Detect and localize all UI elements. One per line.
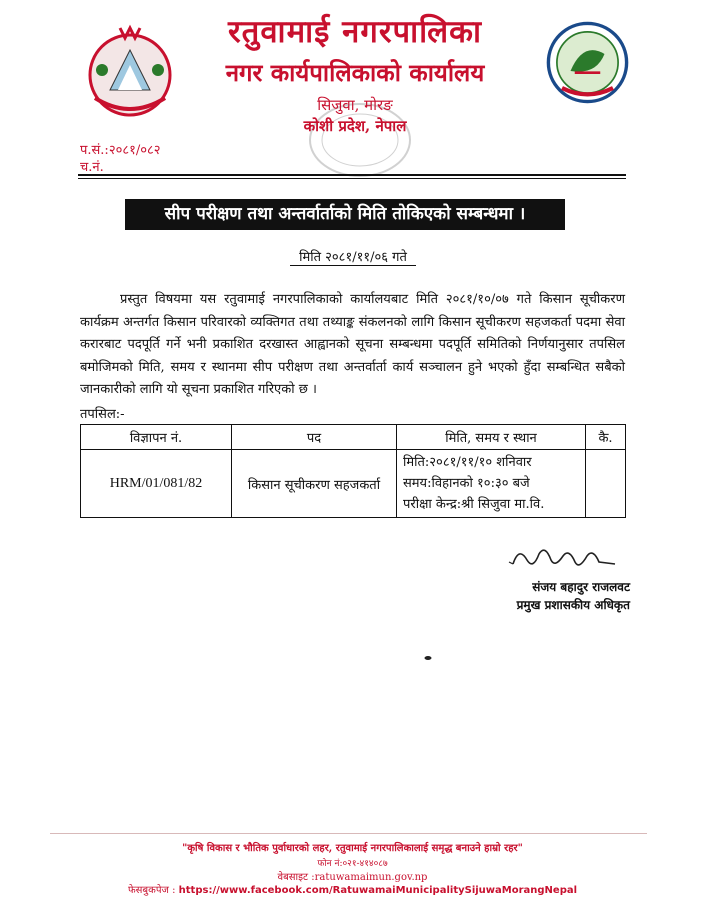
schedule-cell: [397, 450, 586, 518]
remarks-cell: [586, 450, 626, 518]
column-header-ad-no: विज्ञापन नं.: [81, 425, 232, 450]
municipality-name: रतुवामाई नगरपालिका: [227, 14, 483, 50]
signatory-name: संजय बहादुर राजलवट: [532, 580, 630, 594]
header-divider: [78, 174, 626, 176]
footer-slogan: "कृषि विकास र भौतिक पुर्वाधारको लहर, रतुवामाई नगरपालिकालाई समृद्ध बनाउने हाम्रो रहर": [182, 843, 523, 854]
website-link[interactable]: :ratuwamaimun.gov.np: [311, 872, 428, 883]
notice-date: मिति २०८१/११/०६ गते: [290, 247, 416, 266]
signature-icon: [505, 540, 620, 575]
footer-phone: फोन नं:०२१-४१४०८७: [317, 859, 388, 869]
notice-body: प्रस्तुत विषयमा यस रतुवामाई नगरपालिकाको कार्यालयबाट मिति २०८१/१०/०७ गते किसान सूचीकरण कार्यक्रम अन्तर्गत किसान परिवारको व्यक्तिगत तथा तथ्याङ्क संकलनको लागि किसान सूचीकरण सहजकर्ता पदमा सेवा करारबाट पदपूर्ति गर्ने भनी प्रकाशित दरखास्त आह्वानको सूचना सम्बन्धमा पदपूर्ति समितिको निर्णयानुसार तपसिल बमोजिमको मिति, समय र स्थानमा सीप परीक्षण तथा अन्तर्वार्ता कार्य सञ्चालन हुने भएको हुँदा सम्बन्धित सबैको जानकारीको लागि यो सूचना प्रकाशित गरिएको छ ।: [80, 292, 625, 397]
office-location: सिजुवा, मोरङ: [317, 96, 393, 114]
exam-time: समय:विहानको १०:३० बजे: [403, 476, 530, 491]
schedule-table: [80, 424, 626, 518]
website-label: वेबसाइट: [277, 872, 309, 883]
dispatch-number: च.नं.: [80, 160, 104, 175]
facebook-link[interactable]: https://www.facebook.com/RatuwamaiMunicipalitySijuwaMorangNepal: [178, 885, 578, 896]
column-header-remarks: कै.: [586, 425, 626, 450]
table-header-row: [81, 425, 626, 450]
header-divider-thin: [78, 178, 626, 179]
signatory-title: प्रमुख प्रशासकीय अधिकृत: [516, 598, 630, 612]
ad-number-cell: HRM/01/081/82: [81, 450, 232, 518]
footer-divider: [50, 833, 647, 834]
reference-number: प.सं.:२०८१/०८२: [80, 143, 161, 158]
footer-facebook: [60, 882, 645, 896]
office-province: कोशी प्रदेश, नेपाल: [303, 117, 407, 135]
ink-speck-icon: [424, 653, 432, 664]
column-header-schedule: मिति, समय र स्थान: [397, 425, 586, 450]
facebook-label: फेसबुकपेज :: [127, 885, 176, 896]
details-label: तपसिल:-: [80, 407, 125, 422]
exam-center: परीक्षा केन्द्र:श्री सिजुवा मा.वि.: [403, 497, 545, 512]
post-cell: किसान सूचीकरण सहजकर्ता: [232, 450, 397, 518]
notice-subject: सीप परीक्षण तथा अन्तर्वार्ताको मिति तोकिएको सम्बन्धमा ।: [125, 199, 565, 230]
footer-website: [80, 869, 625, 883]
exam-date: मिति:२०८१/११/१० शनिवार: [403, 455, 532, 470]
table-row: [81, 450, 626, 518]
office-name: नगर कार्यपालिकाको कार्यालय: [225, 58, 485, 87]
column-header-post: पद: [232, 425, 397, 450]
